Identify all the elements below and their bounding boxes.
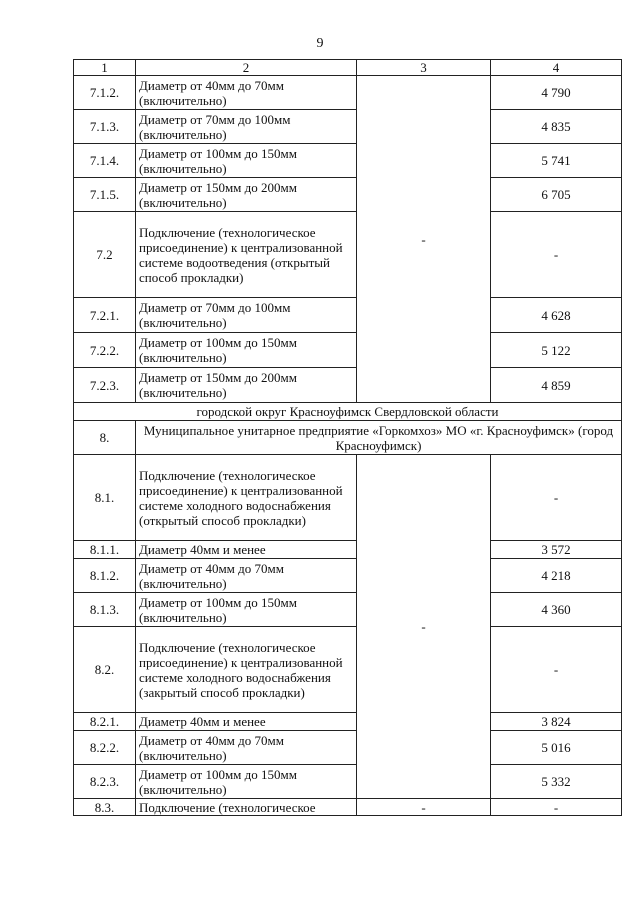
row-description: Диаметр от 100мм до 150мм (включительно) [136, 144, 357, 178]
row-number: 8.1.3. [74, 593, 136, 627]
row-value: - [491, 455, 622, 541]
row-value: 3 824 [491, 713, 622, 731]
row-number: 8.3. [74, 799, 136, 816]
row-number: 8.2.1. [74, 713, 136, 731]
row-description: Подключение (технологическое присоединение) к централизованной системе водоотведения (открытый способ прокладки) [136, 212, 357, 298]
row-value: 6 705 [491, 178, 622, 212]
row-value: 5 122 [491, 333, 622, 368]
row-description: Диаметр от 70мм до 100мм (включительно) [136, 110, 357, 144]
table-row [74, 178, 622, 212]
row-number: 8.2.2. [74, 731, 136, 765]
row-value: 5 016 [491, 731, 622, 765]
table-row [74, 541, 622, 559]
row-number: 7.2.3. [74, 368, 136, 403]
row-number: 8.1.2. [74, 559, 136, 593]
row-number: 8.1.1. [74, 541, 136, 559]
row-value: 3 572 [491, 541, 622, 559]
row-value: 4 835 [491, 110, 622, 144]
table-row [74, 559, 622, 593]
row-number: 7.1.3. [74, 110, 136, 144]
row-value: 4 628 [491, 298, 622, 333]
table-row [74, 110, 622, 144]
row-description: Подключение (технологическое [136, 799, 357, 816]
organization-row [74, 421, 622, 455]
header-cell-2: 2 [136, 60, 357, 76]
row-col3: - [357, 799, 491, 816]
table-row [74, 731, 622, 765]
row-number: 8. [74, 421, 136, 455]
row-description: Диаметр от 40мм до 70мм (включительно) [136, 731, 357, 765]
table-row [74, 368, 622, 403]
row-number: 7.2.2. [74, 333, 136, 368]
row-description: Диаметр от 100мм до 150мм (включительно) [136, 765, 357, 799]
row-description: Диаметр от 100мм до 150мм (включительно) [136, 333, 357, 368]
row-description: Диаметр от 150мм до 200мм (включительно) [136, 368, 357, 403]
organization-name: Муниципальное унитарное предприятие «Горкомхоз» МО «г. Красноуфимск» (город Красноуфимск) [136, 421, 622, 455]
row-description: Диаметр от 100мм до 150мм (включительно) [136, 593, 357, 627]
row-number: 7.2.1. [74, 298, 136, 333]
table-header-row [74, 60, 622, 76]
header-cell-1: 1 [74, 60, 136, 76]
table-row [74, 144, 622, 178]
merged-col3-cell: - [357, 76, 491, 403]
table-row [74, 333, 622, 368]
merged-col3-cell: - [357, 455, 491, 799]
row-description: Диаметр от 40мм до 70мм (включительно) [136, 76, 357, 110]
row-description: Диаметр 40мм и менее [136, 541, 357, 559]
row-value: - [491, 799, 622, 816]
region-heading: городской округ Красноуфимск Свердловской области [74, 403, 622, 421]
page-number: 9 [316, 36, 324, 51]
row-number: 8.2.3. [74, 765, 136, 799]
table-row [74, 212, 622, 298]
header-cell-3: 3 [357, 60, 491, 76]
row-value: 5 741 [491, 144, 622, 178]
table-row [74, 713, 622, 731]
row-value: 4 218 [491, 559, 622, 593]
row-description: Подключение (технологическое присоединение) к централизованной системе холодного водоснабжения (закрытый способ прокладки) [136, 627, 357, 713]
header-cell-4: 4 [491, 60, 622, 76]
row-value: 4 790 [491, 76, 622, 110]
row-description: Диаметр 40мм и менее [136, 713, 357, 731]
region-row [74, 403, 622, 421]
row-value: - [491, 627, 622, 713]
row-description: Диаметр от 70мм до 100мм (включительно) [136, 298, 357, 333]
table-row [74, 298, 622, 333]
table-row [74, 799, 622, 816]
row-number: 7.1.2. [74, 76, 136, 110]
row-number: 7.2 [74, 212, 136, 298]
table-row [74, 76, 622, 110]
row-value: - [491, 212, 622, 298]
table-row [74, 455, 622, 541]
row-value: 4 859 [491, 368, 622, 403]
row-number: 7.1.5. [74, 178, 136, 212]
table-row [74, 627, 622, 713]
row-value: 5 332 [491, 765, 622, 799]
row-description: Подключение (технологическое присоединение) к централизованной системе холодного водоснабжения (открытый способ прокладки) [136, 455, 357, 541]
row-value: 4 360 [491, 593, 622, 627]
table-row [74, 765, 622, 799]
row-description: Диаметр от 150мм до 200мм (включительно) [136, 178, 357, 212]
row-description: Диаметр от 40мм до 70мм (включительно) [136, 559, 357, 593]
row-number: 7.1.4. [74, 144, 136, 178]
row-number: 8.2. [74, 627, 136, 713]
table-row [74, 593, 622, 627]
row-number: 8.1. [74, 455, 136, 541]
tariff-table [73, 59, 622, 816]
